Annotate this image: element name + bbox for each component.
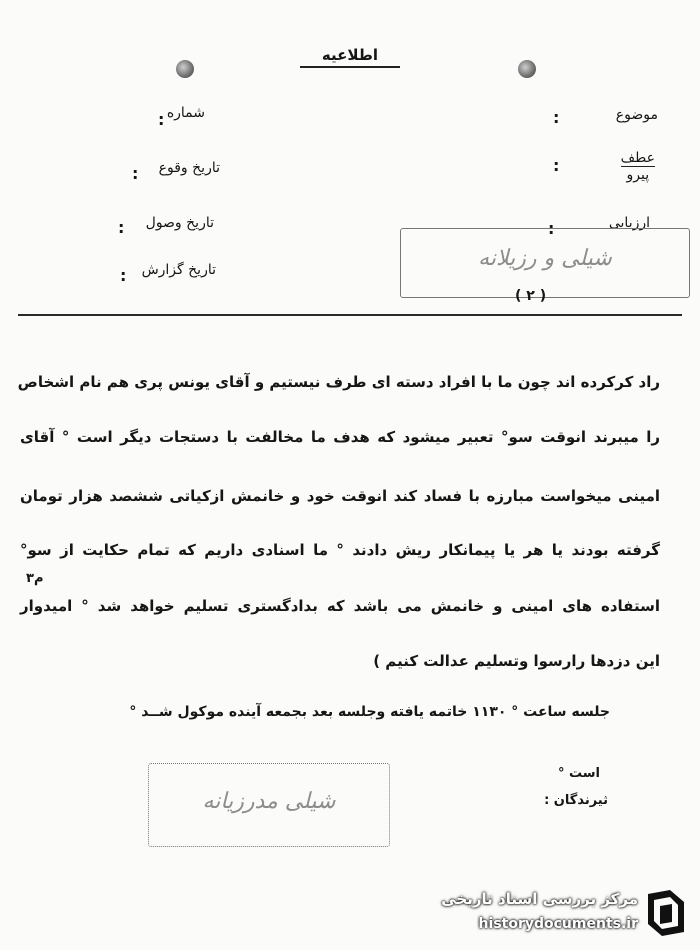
field-date-report-colon: : xyxy=(120,266,127,285)
stamp-top-text: شیلی و رزیلانه xyxy=(478,246,612,271)
document-title: اطلاعیه xyxy=(300,46,400,68)
field-ref xyxy=(621,150,655,183)
field-ref-label-1: عطف xyxy=(620,150,655,166)
signature-label-1: است ° xyxy=(557,766,600,781)
body-line-5: استفاده های امینی و خانمش می باشد که بدادگستری تسلیم خواهد شد ° امیدوار xyxy=(20,597,660,615)
header-divider xyxy=(18,314,682,316)
body-line-1: راد کرکرده اند چون ما با افراد دسته ای طرف نیستیم و آقای یونس پری هم نام اشخاص xyxy=(17,373,660,391)
field-number xyxy=(167,105,205,121)
field-date-report xyxy=(142,262,216,278)
field-date-event-label: تاریخ وقوع xyxy=(158,160,220,176)
field-subject xyxy=(616,107,658,123)
field-ref-colon: : xyxy=(553,156,560,175)
field-date-received-label: تاریخ وصول xyxy=(145,215,214,231)
field-ref-label-2: پیرو xyxy=(626,167,650,183)
body-line-4: گرفته بودند یا هر یا پیمانکار ریش دادند ° ما اسنادی داریم که تمام حکایت از سو° xyxy=(20,541,660,559)
field-evaluation-label: ارزیابی xyxy=(608,215,650,231)
punch-hole-right xyxy=(518,60,536,78)
field-date-received xyxy=(146,215,214,231)
body-line-6: این دزدها رارسوا وتسلیم عدالت کنیم ) xyxy=(373,652,660,670)
field-number-label: شماره xyxy=(166,105,205,121)
page-number: ( ۲ ) xyxy=(515,288,547,304)
archive-logo-icon xyxy=(644,888,688,938)
field-date-report-label: تاریخ گزارش xyxy=(141,262,216,278)
field-subject-label: موضوع xyxy=(615,107,658,123)
closing-line: جلسه ساعت ° ۱۱۳۰ خاتمه یافته وجلسه بعد بجمعه آینده موکول شــد ° xyxy=(129,704,610,720)
body-line-2: را میبرند انوقت سو° تعبیر میشود که هدف ما مخالفت با دستجات دیگر است ° آقای xyxy=(20,428,660,446)
field-date-received-colon: : xyxy=(118,218,125,237)
field-evaluation-colon: : xyxy=(548,219,555,238)
body-line-3: امینی میخواست مبارزه با فساد کند انوقت خود و خانمش ازکیاتی ششصد هزار تومان xyxy=(20,487,660,505)
field-date-event xyxy=(159,160,220,176)
watermark-site: historydocuments.ir xyxy=(478,916,638,932)
margin-note: ۳م xyxy=(26,571,44,586)
punch-hole-left xyxy=(176,60,194,78)
watermark xyxy=(408,884,694,944)
stamp-bottom xyxy=(148,763,390,847)
signature-label-2: ثیرندگان : xyxy=(544,793,608,808)
field-date-event-colon: : xyxy=(132,164,139,183)
field-subject-colon: : xyxy=(553,108,560,127)
watermark-org-name: مرکز بررسی اسناد تاریخی xyxy=(441,890,638,908)
field-number-colon: : xyxy=(158,110,165,129)
stamp-bottom-text: شیلی مدرزیانه xyxy=(202,789,336,814)
